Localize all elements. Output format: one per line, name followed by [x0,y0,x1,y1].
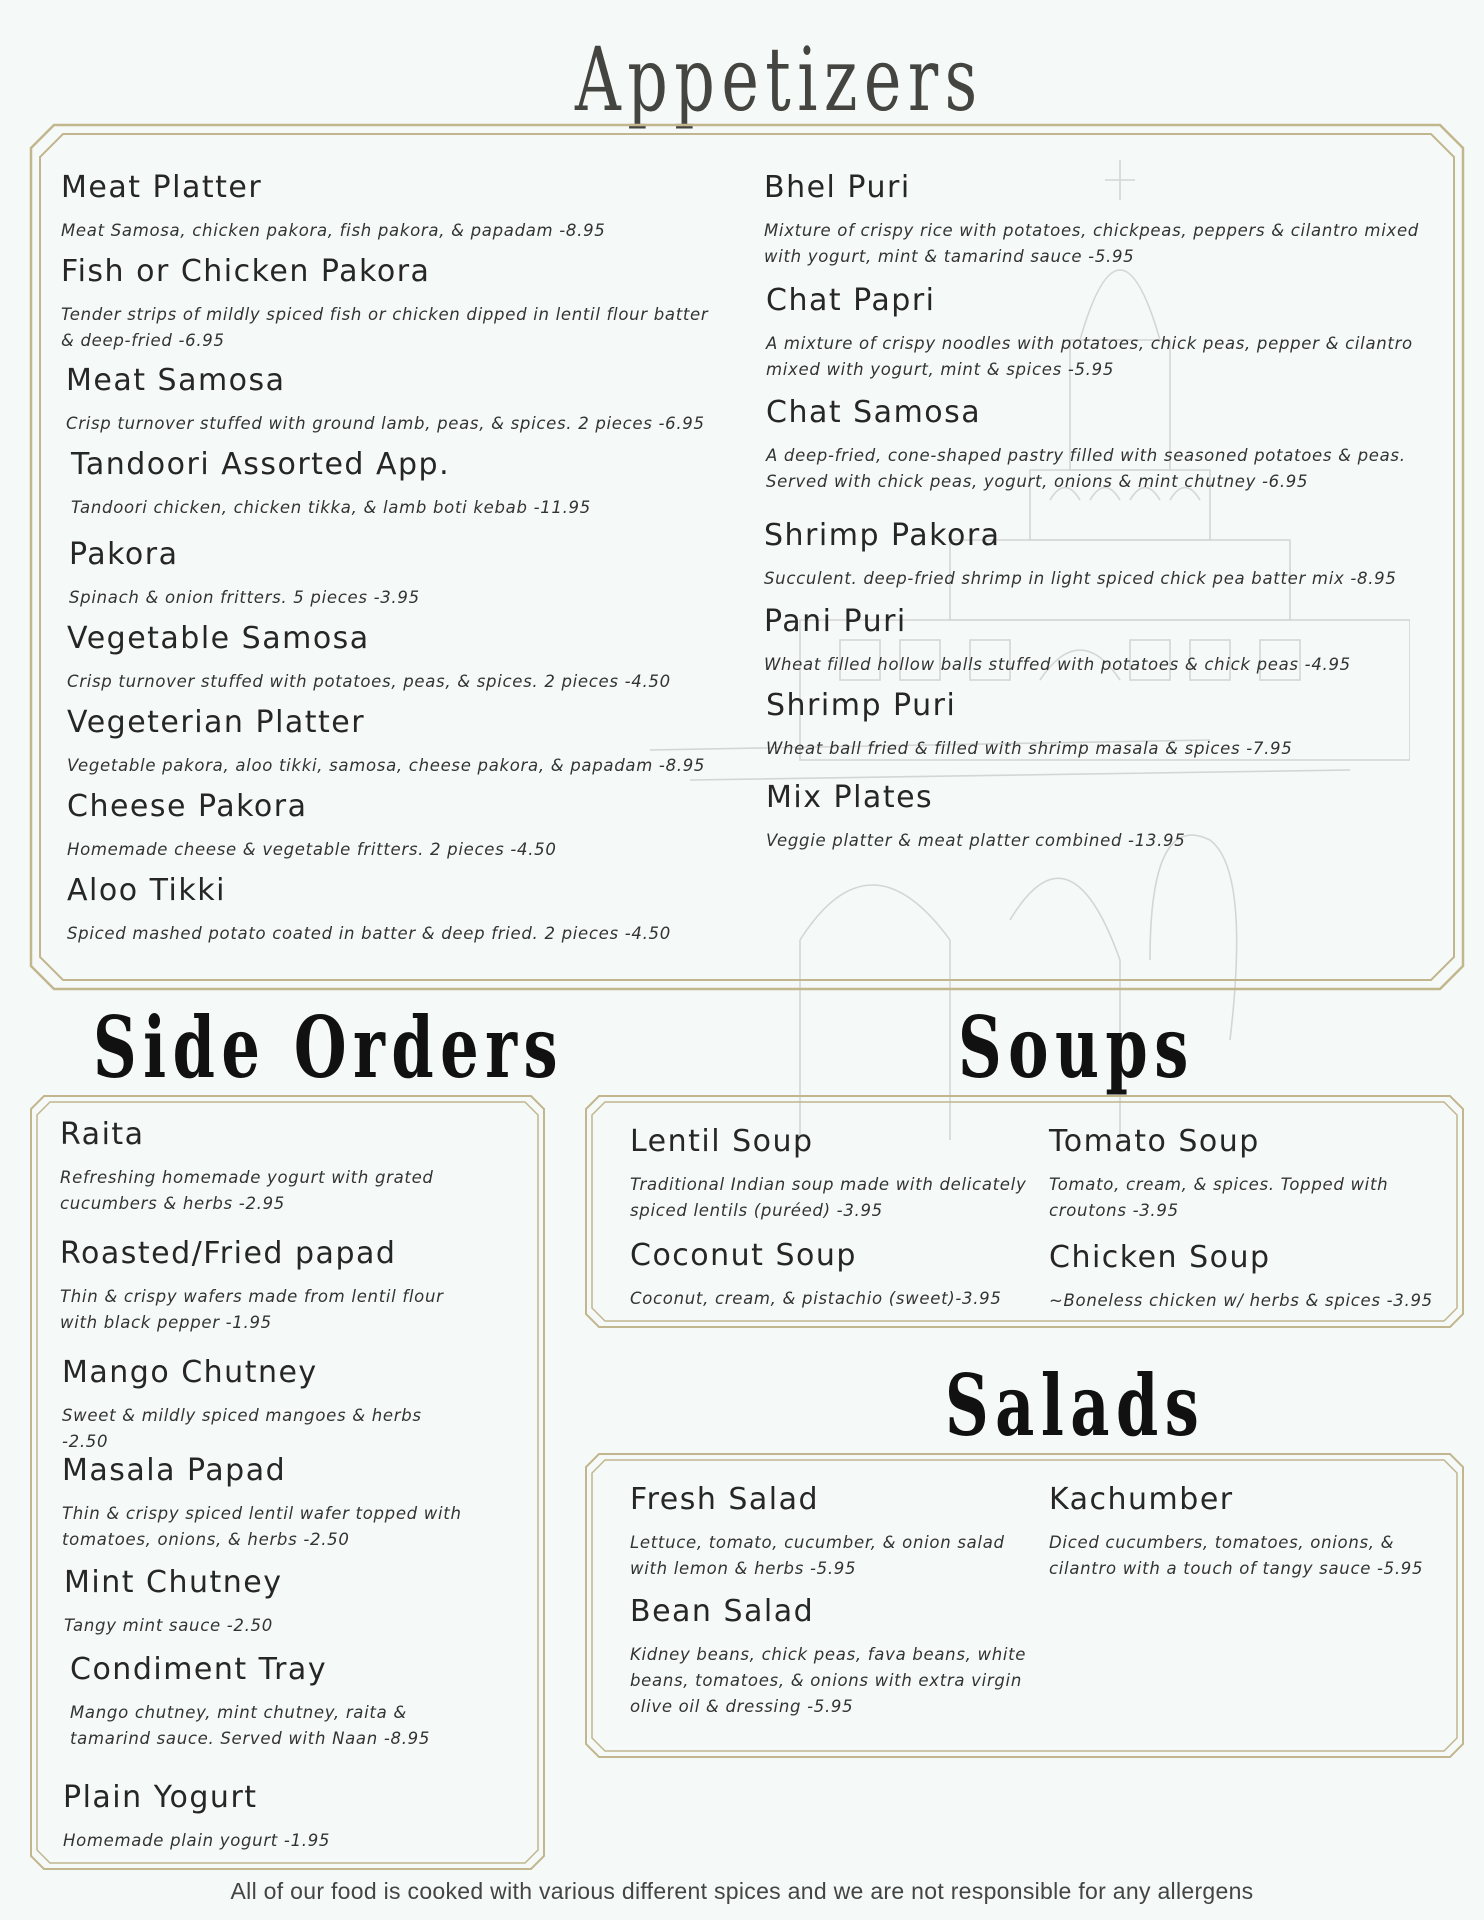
menu-item-description: Refreshing homemade yogurt with grated cucumbers & herbs -2.95 [60,1168,434,1213]
menu-item [1049,1482,1449,1582]
menu-item-description: Spinach & onion fritters. 5 pieces -3.95 [69,588,420,607]
menu-item-description: Succulent. deep-fried shrimp in light spiced chick pea batter mix -8.95 [764,569,1397,588]
menu-item-description: Tandoori chicken, chicken tikka, & lamb boti kebab -11.95 [71,498,591,517]
menu-item [61,254,721,354]
menu-item-name: Fresh Salad [630,1482,820,1517]
menu-item-description: Meat Samosa, chicken pakora, fish pakora, & papadam -8.95 [61,221,606,240]
menu-item-name: Condiment Tray [70,1652,328,1687]
appetizers-heading: Appetizers [575,28,984,131]
menu-item-name: Plain Yogurt [63,1780,258,1815]
menu-item-name: Shrimp Pakora [764,518,1001,553]
menu-item [61,170,721,244]
menu-item-description: Kidney beans, chick peas, fava beans, white beans, tomatoes, & onions with extra virgin olive oil & dressing -5.95 [630,1645,1027,1716]
menu-item [70,1652,480,1752]
menu-item-description: Vegetable pakora, aloo tikki, samosa, cheese pakora, & papadam -8.95 [67,756,706,775]
menu-item [630,1124,1030,1224]
menu-item-description: Coconut, cream, & pistachio (sweet)-3.95 [630,1289,1002,1308]
menu-item-name: Mix Plates [766,780,934,815]
menu-item-description: Homemade cheese & vegetable fritters. 2 pieces -4.50 [67,840,557,859]
menu-item [63,1780,473,1854]
menu-item-name: Chicken Soup [1049,1240,1271,1275]
menu-item-name: Pakora [69,537,179,572]
menu-item-name: Chat Papri [766,283,936,318]
menu-item [630,1238,1030,1312]
menu-item [764,604,1424,678]
salads-heading: Salads [945,1356,1206,1455]
menu-item [766,780,1426,854]
menu-item-name: Tandoori Assorted App. [71,447,451,482]
menu-item [71,447,731,521]
menu-item-name: Pani Puri [764,604,907,639]
menu-item-name: Tomato Soup [1049,1124,1260,1159]
menu-item-name: Raita [60,1117,145,1152]
menu-item [62,1355,472,1455]
menu-item [62,1453,472,1553]
menu-item-name: Vegetable Samosa [67,621,370,656]
menu-item-name: Shrimp Puri [766,688,957,723]
menu-item-description: ~Boneless chicken w/ herbs & spices -3.95 [1049,1291,1433,1310]
menu-item-name: Meat Samosa [66,363,286,398]
menu-item [766,283,1426,383]
menu-item-description: Veggie platter & meat platter combined -13.95 [766,831,1186,850]
menu-item [60,1117,470,1217]
menu-item [630,1482,1030,1582]
menu-item [60,1236,470,1336]
menu-item [67,621,727,695]
menu-item [67,789,727,863]
menu-item-name: Vegeterian Platter [67,705,366,740]
menu-item [1049,1124,1449,1224]
side-orders-heading: Side Orders [93,998,564,1097]
menu-item-name: Aloo Tikki [67,873,226,908]
menu-item-description: Crisp turnover stuffed with potatoes, peas, & spices. 2 pieces -4.50 [67,672,671,691]
menu-item-description: Spiced mashed potato coated in batter & deep fried. 2 pieces -4.50 [67,924,671,943]
menu-item [66,363,726,437]
menu-item-name: Meat Platter [61,170,263,205]
menu-item-description: Traditional Indian soup made with delicately spiced lentils (puréed) -3.95 [630,1175,1027,1220]
menu-item [67,705,727,779]
menu-item [69,537,729,611]
menu-item-description: Tender strips of mildly spiced fish or chicken dipped in lentil flour batter & deep-fried -6.95 [61,305,709,350]
menu-item-description: Diced cucumbers, tomatoes, onions, & cilantro with a touch of tangy sauce -5.95 [1049,1533,1424,1578]
menu-item [766,395,1426,495]
menu-item-description: Homemade plain yogurt -1.95 [63,1831,331,1850]
menu-item-name: Lentil Soup [630,1124,814,1159]
menu-item-description: Tomato, cream, & spices. Topped with croutons -3.95 [1049,1175,1389,1220]
menu-item-name: Masala Papad [62,1453,287,1488]
menu-item-description: A mixture of crispy noodles with potatoes, chick peas, pepper & cilantro mixed with yogurt, mint & spices -5.95 [766,334,1413,379]
menu-item-name: Cheese Pakora [67,789,308,824]
menu-item-name: Mint Chutney [64,1565,283,1600]
menu-item [64,1565,474,1639]
menu-item [1049,1240,1449,1314]
menu-item-description: Wheat filled hollow balls stuffed with potatoes & chick peas -4.95 [764,655,1351,674]
menu-item-description: Wheat ball fried & filled with shrimp masala & spices -7.95 [766,739,1293,758]
menu-item-description: Mixture of crispy rice with potatoes, chickpeas, peppers & cilantro mixed with yogurt, mint & tamarind sauce -5.95 [764,221,1419,266]
menu-item-name: Coconut Soup [630,1238,857,1273]
menu-item-name: Bhel Puri [764,170,911,205]
menu-item-description: Thin & crispy spiced lentil wafer topped with tomatoes, onions, & herbs -2.50 [62,1504,462,1549]
menu-item-name: Kachumber [1049,1482,1234,1517]
menu-item-name: Chat Samosa [766,395,982,430]
menu-item [67,873,727,947]
menu-item-name: Fish or Chicken Pakora [61,254,431,289]
menu-item [630,1594,1030,1720]
menu-item-description: Sweet & mildly spiced mangoes & herbs -2.50 [62,1406,422,1451]
menu-item [764,518,1424,592]
menu-item-description: Mango chutney, mint chutney, raita & tamarind sauce. Served with Naan -8.95 [70,1703,431,1748]
soups-heading: Soups [958,998,1195,1097]
menu-item-name: Roasted/Fried papad [60,1236,397,1271]
menu-item-name: Mango Chutney [62,1355,318,1390]
menu-item [764,170,1424,270]
menu-item-description: A deep-fried, cone-shaped pastry filled with seasoned potatoes & peas. Served with chick peas, yogurt, onions & mint chutney -6.95 [766,446,1406,491]
menu-item [766,688,1426,762]
menu-item-description: Lettuce, tomato, cucumber, & onion salad with lemon & herbs -5.95 [630,1533,1005,1578]
menu-item-description: Crisp turnover stuffed with ground lamb, peas, & spices. 2 pieces -6.95 [66,414,705,433]
menu-item-description: Thin & crispy wafers made from lentil flour with black pepper -1.95 [60,1287,444,1332]
allergen-disclaimer: All of our food is cooked with various different spices and we are not responsible for any allergens [230,1878,1254,1904]
menu-item-description: Tangy mint sauce -2.50 [64,1616,273,1635]
menu-item-name: Bean Salad [630,1594,815,1629]
